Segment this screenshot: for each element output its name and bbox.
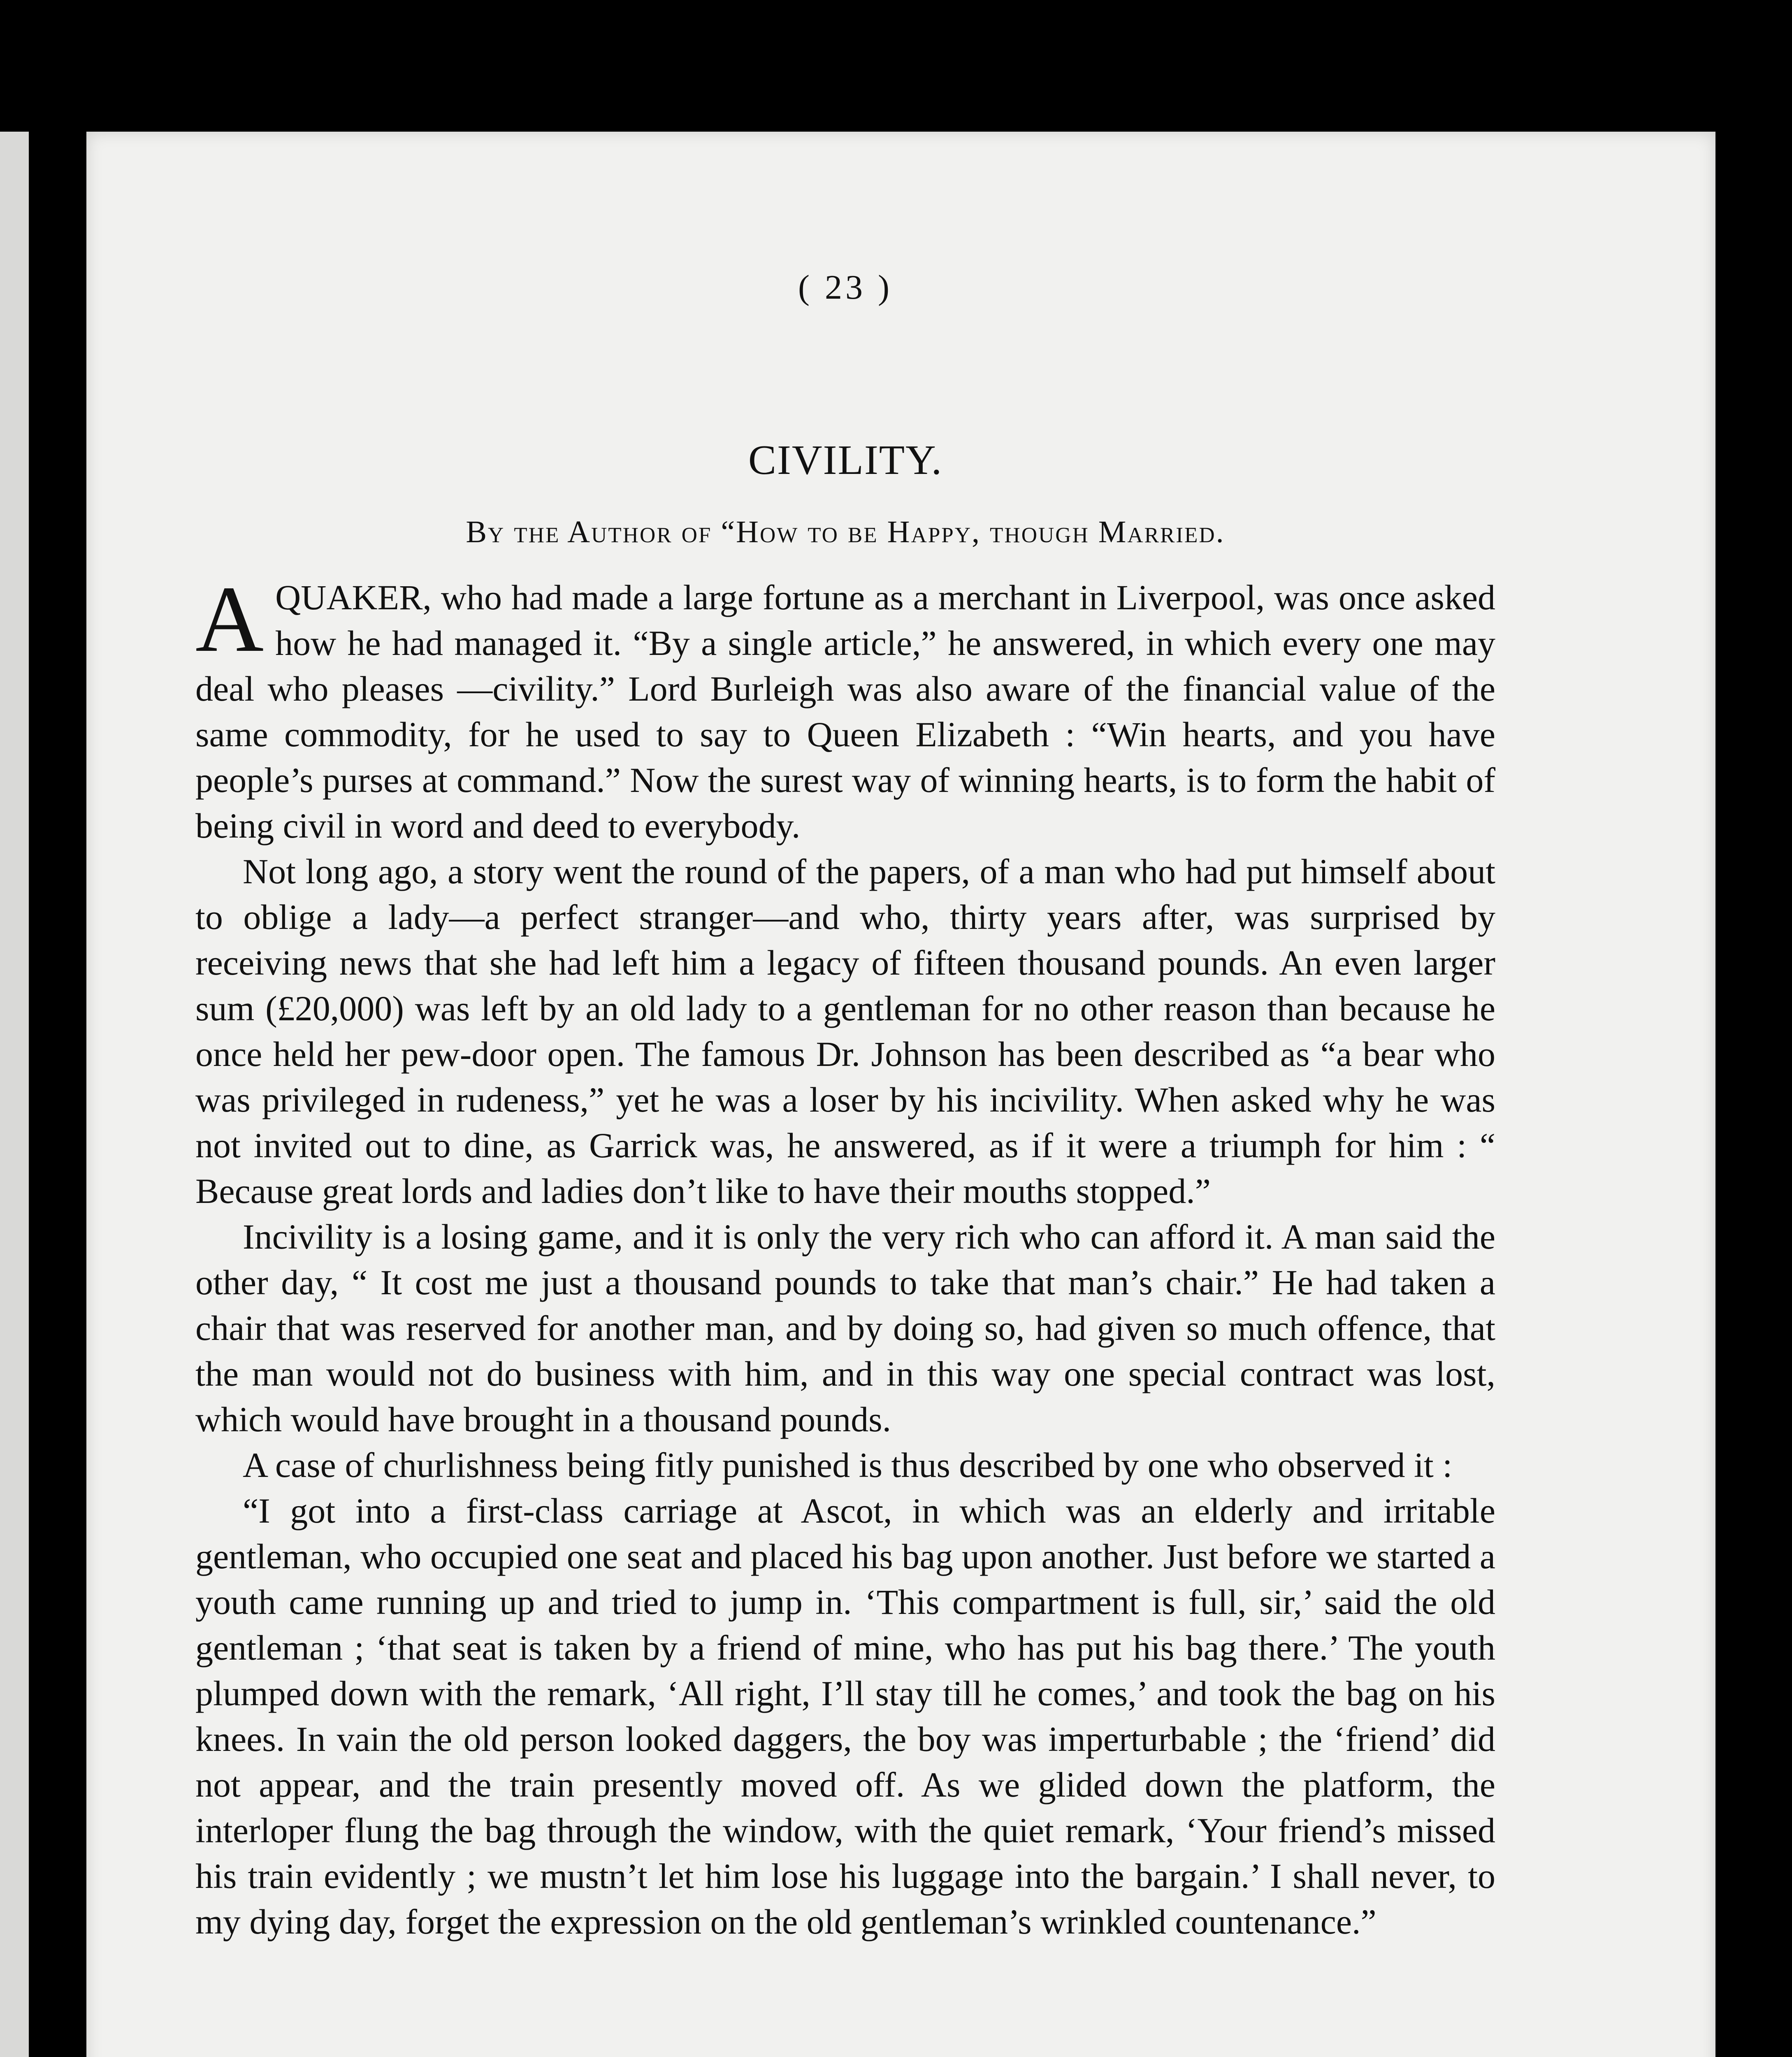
paragraph-2: Not long ago, a story went the round of the papers, of a man who had put himself about to oblige a lady—a perfect stranger—and who, thirty years after, was surprised by receiving news that she had left him a legacy of fifteen thousand pounds. An even larger sum (£20,000) was left by an old lady to a gentleman for no other reason than because he once held her pew-door open. The famous Dr. Johnson has been described as “a bear who was privileged in rudeness,” yet he was a loser by his incivility. When asked why he was not invited out to dine, as Garrick was, he answered, as if it were a triumph for him : “ Because great lords and ladies don’t like to have their mouths stopped.” xyxy=(195,852,1495,1211)
paragraph-5: “I got into a first-class carriage at Ascot, in which was an elderly and irritable gentleman, who occupied one seat and placed his bag upon another. Just before we started a youth came running up and tried to jump in. ‘This compartment is full, sir,’ said the old gentleman ; ‘that seat is taken by a friend of mine, who has put his bag there.’ The youth plumped down with the remark, ‘All right, I’ll stay till he comes,’ and took the bag on his knees. In vain the old person looked daggers, the boy was imperturbable ; the ‘friend’ did not appear, and the train presently moved off. As we glided down the platform, the interloper flung the bag through the window, with the quiet remark, ‘Your friend’s missed his train evidently ; we mustn’t let him lose his luggage into the bargain.’ I shall never, to my dying day, forget the expression on the old gentleman’s wrinkled countenance.” xyxy=(195,1491,1495,1941)
text-column xyxy=(195,267,1495,1945)
byline: By the Author of “How to be Happy, though Married. xyxy=(466,515,1225,549)
drop-cap: A xyxy=(195,566,264,671)
paragraph-4: A case of churlishness being fitly punished is thus described by one who observed it : xyxy=(243,1445,1453,1485)
book-page xyxy=(86,132,1715,2057)
paragraph-3: Incivility is a losing game, and it is only the very rich who can afford it. A man said the other day, “ It cost me just a thousand pounds to take that man’s chair.” He had taken a chair that was reserved for another man, and by doing so, had given so much offence, that the man would not do business with him, and in this way one special contract was lost, which would have brought in a thousand pounds. xyxy=(195,1217,1495,1439)
paragraph-1 xyxy=(195,566,1495,849)
paragraph-1-text: QUAKER, who had made a large fortune as a merchant in Liverpool, was once asked how he had managed it. “By a single article,” he answered, in which every one may deal who pleases —civility.” Lord Burleigh was also aware of the financial value of the same commodity, for he used to say to Queen Elizabeth : “Win hearts, and you have people’s purses at command.” Now the surest way of winning hearts, is to form the habit of being civil in word and deed to everybody. xyxy=(195,578,1495,845)
adjacent-page-edge xyxy=(0,132,29,2057)
article-title: CIVILITY. xyxy=(748,437,943,483)
page-number: ( 23 ) xyxy=(798,268,893,306)
